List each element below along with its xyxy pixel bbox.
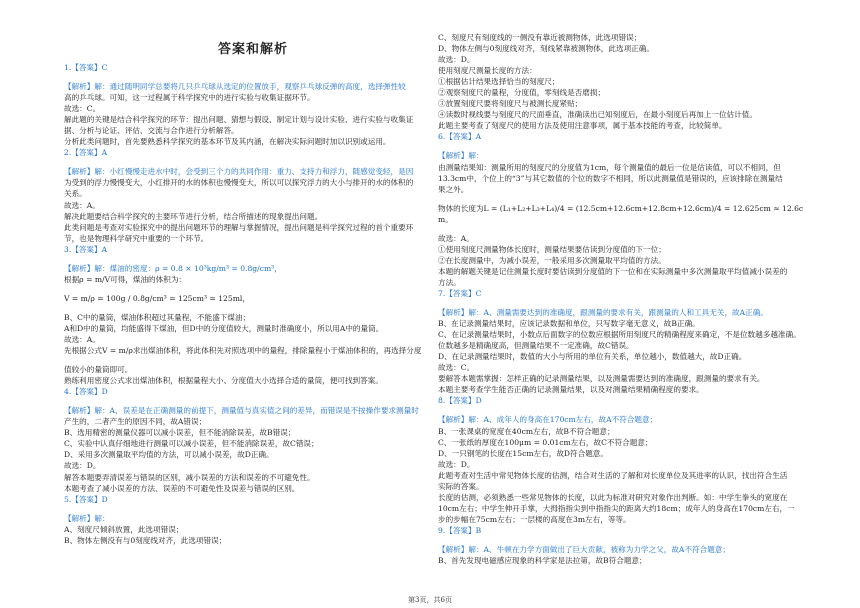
text-line: 此题主要考查了刻度尺的使用方法及使用注意事项，属于基本技能的考查，比较简单。: [438, 121, 727, 131]
text-line: 为受到的浮力慢慢变大，小红排开的水的体积也慢慢变大，所以可以探究浮力的大小与排开的水的体积的: [64, 178, 414, 188]
text-line: 使用刻度尺测量长度的方法：: [438, 66, 537, 76]
text-line: B、C中的量筒，煤油体积超过其量程，不能盛下煤油；: [64, 312, 251, 322]
text-line: ①根据估计结果选择恰当的刻度尺；: [438, 77, 560, 87]
answer-line: 3.【答案】A: [64, 244, 108, 254]
text-line: B、首先发现电磁感应现象的科学家是法拉第，故B符合题意；: [438, 556, 647, 566]
text-line: 此类问题是考查对实验探究中的提出问题环节的理解与掌握情况，提出问题是科学探究过程的首个重要环: [64, 222, 414, 232]
line-gap: [64, 397, 442, 405]
text-line: ②观察刻度尺的量程，分度值，零刻线是否磨损；: [438, 88, 606, 98]
text-line: 分析此类问题时，首先要熟悉科学探究的基本环节及其内涵，在解决实际问题时加以识别或运用。: [64, 137, 391, 147]
right-lines: [438, 32, 816, 566]
text-line: D、在记录测量结果时，数值的大小与所用的单位有关系，单位越小，数值越大，故D正确。: [438, 352, 747, 362]
line-gap: [438, 536, 816, 544]
text-line: A、刻度尺倾斜放置，此选项错误；: [64, 524, 184, 534]
answer-line: 【解析】解：煤油的密度：ρ = 0.8 × 10³kg/m³ = 0.8g/cm³，: [64, 263, 282, 273]
text-line: B、一张课桌的宽度在40cm左右，故B不符合题意；: [438, 426, 615, 436]
left-lines: [64, 62, 442, 546]
text-line: 解此题的关键是结合科学探究的环节：提出问题、猜想与假设、制定计划与设计实验、进行实验与收集证: [64, 115, 414, 125]
answer-line: 【解析】解：A、牛顿在力学方面做出了巨大贡献，被称为力学之父，故A不符合题意；: [438, 544, 730, 554]
line-gap: [64, 505, 442, 513]
text-line: 故选：A。: [64, 200, 100, 210]
text-line: C、实验中认真仔细地进行测量可以减小误差，但不能消除误差，故C错误；: [64, 439, 319, 449]
text-line: 先根据公式V = m/ρ求出煤油体积，将此体积先对照选项中的量程，排除量程小于煤油体积的，再选择分度: [64, 346, 422, 356]
answer-line: 【解析】解：A、误差是在正确测量的前提下，测量值与真实值之间的差异，而错误是不按操作要求测量时: [64, 406, 419, 416]
text-line: 要解答本题需掌握：怎样正确的记录测量结果，以及测量需要达到的准确度，跟测量的要求有关。: [438, 374, 765, 384]
left-column: [64, 42, 442, 546]
text-line: 物体的长度为L = (L₁+L₂+L₃+L₄)/4 = (12.5cm+12.6cm+12.8cm+12.6cm)/4 = 12.625cm ≈ 12.6cm。: [438, 203, 804, 224]
answer-line: 【解析】解：A、测量需要达到的准确度，跟测量的要求有关，跟测量的人和工具无关，故A正确。: [438, 308, 768, 318]
text-line: 故选：D。: [64, 461, 101, 471]
text-line: 实际的答案。: [438, 481, 484, 491]
text-line: V = m/ρ = 100g / 0.8g/cm³ = 125cm³ = 125ml，: [64, 293, 250, 303]
text-line: 长度的估测，必须熟悉一些常见物体的长度，以此为标准对研究对象作出判断。如：中学生拳头的宽度在: [438, 492, 788, 502]
answer-line: 1.【答案】C: [64, 63, 108, 72]
text-line: ①使用刻度尺测量物体长度时，测量结果要估读到分度值的下一位；: [438, 244, 666, 254]
answer-line: 【解析】解：: [438, 151, 484, 161]
text-line: 故选：A。: [438, 233, 474, 243]
text-line: 值较小的量筒即可。: [64, 365, 133, 375]
answer-line: 【解析】解：A、成年人的身高在170cm左右，故A不符合题意；: [438, 415, 658, 425]
answer-line: 【解析】解：: [64, 513, 110, 523]
text-line: 本题主要考查学生能否正确的记录测量结果，以及对测量结果精确程度的要求。: [438, 385, 704, 395]
text-line: 13.3cm中，个位上的“3”与其它数值的个位的数字不相同，所以此测量值是错误的，应该排除在测量结: [438, 173, 783, 183]
answer-line: 【解析】解：通过随明同学总要将几只乒乓球从选定的位置放手，观察乒乓球反弹的高度，选择弹性较: [64, 82, 406, 92]
text-line: D、采用多次测量取平均值的方法，可以减小误差，故D正确。: [64, 450, 274, 460]
text-line: 熟练利用密度公式求出煤油体积，根据量程大小、分度值大小选择合适的量筒，便可找到答案。: [64, 376, 383, 386]
line-gap: [438, 299, 816, 307]
text-line: 解决此题要结合科学探究的主要环节进行分析，结合所描述的现象提出问题。: [64, 211, 323, 221]
right-column: [438, 32, 816, 566]
text-line: 此题考查对生活中常见物体长度的估测，结合对生活的了解和对长度单位及其进率的认识，找出符合生活: [438, 470, 788, 480]
text-line: 位数越多是精确度高，但测量结果不一定准确，故C错误。: [438, 341, 634, 351]
text-line: B、物体左侧没有与0刻度线对齐，此选项错误；: [64, 535, 227, 545]
text-line: 步的步幅在75cm左右；一层楼的高度在3m左右，等等。: [438, 514, 631, 524]
line-gap: [438, 195, 816, 203]
text-line: C、在记录测量结果时，小数点后面数字的位数应根据所用刻度尺的精确程度来确定，不是位数越多越准确。: [438, 330, 801, 340]
answer-line: 2.【答案】A: [64, 148, 108, 158]
text-line: 本题考查了减小误差的方法、误差的不可避免性及误差与错误的区别。: [64, 483, 300, 493]
text-line: 根据ρ = m/V可得，煤油的体积为：: [64, 274, 187, 284]
text-line: 故选：C。: [438, 363, 475, 373]
line-gap: [64, 356, 442, 364]
text-line: ③放置刻度尺要将刻度尺与被测长度紧贴；: [438, 99, 583, 109]
text-line: 方法。: [438, 277, 461, 287]
line-gap: [64, 285, 442, 293]
answer-line: 7.【答案】C: [438, 288, 482, 298]
text-line: D、一只钢笔的长度在15cm左右，故D符合题意。: [438, 448, 608, 458]
line-gap: [438, 406, 816, 414]
line-gap: [64, 255, 442, 263]
line-gap: [438, 142, 816, 150]
text-line: 产生的，二者产生的原因不同，故A错误；: [64, 417, 207, 427]
line-gap: [64, 158, 442, 166]
text-line: ②在长度测量中，为减小误差，一般采用多次测量取平均值的方法。: [438, 255, 666, 265]
text-line: 故选：D。: [438, 459, 475, 469]
line-gap: [438, 225, 816, 233]
line-gap: [64, 304, 442, 312]
text-line: 故选：D。: [438, 55, 475, 65]
text-line: 关系。: [64, 189, 87, 199]
answer-line: 9.【答案】B: [438, 525, 482, 535]
answer-line: 【解析】解：小红慢慢走进水中时，会受到三个力的共同作用：重力、支持力和浮力，随感觉变轻，是因: [64, 167, 414, 177]
text-line: 由测量结果知：测量所用的刻度尺的分度值为1cm，每个测量值的最后一位是估读值，可以不相同，但: [438, 162, 781, 172]
text-line: 据、分析与论证、评估、交流与合作进行分析解答。: [64, 126, 239, 136]
answer-line: 6.【答案】A: [438, 132, 482, 142]
text-line: 故选：C。: [64, 104, 101, 114]
text-line: A和D中的量筒，均能盛得下煤油，但D中的分度值较大，测量时准确度小，所以用A中的量筒。: [64, 323, 384, 333]
text-line: C、刻度尺有刻度线的一侧没有靠近被测物体，此选项错误；: [438, 33, 642, 42]
text-line: C、一张纸的厚度在100μm = 0.01cm左右，故C不符合题意；: [438, 437, 653, 447]
line-gap: [64, 73, 442, 81]
text-line: 节，也是物理科学研究中重要的一个环节。: [64, 233, 209, 243]
answer-line: 4.【答案】D: [64, 387, 108, 397]
text-line: D、物体左侧与0刻度线对齐，刻线紧靠被测物体，此选项正确。: [438, 44, 654, 54]
text-line: 故选：A。: [64, 334, 100, 344]
page-footer: 第3页，共6页: [408, 596, 452, 604]
answer-line: 5.【答案】D: [64, 494, 108, 504]
text-line: 本题的解题关键是记住测量长度时要估读到分度值的下一位和在实际测量中多次测量取平均值减小误差的: [438, 266, 788, 276]
text-line: B、选用精密的测量仪器可以减小误差，但不能消除误差，故B错误；: [64, 428, 296, 438]
text-line: 高的乒乓球。可知，这一过程属于科学探究中的进行实验与收集证据环节。: [64, 93, 315, 103]
answer-line: 8.【答案】D: [438, 396, 482, 406]
text-line: ④读数时视线要与刻度尺的尺面垂直，准确读出已知刻度后，在最小刻度后再加上一位估计值。: [438, 110, 757, 120]
text-line: 解答本题要弄清误差与错误的区别，减小误差的方法和误差的不可避免性。: [64, 472, 315, 482]
text-line: B、在记录测量结果时，应该记录数据和单位，只写数字毫无意义，故B正确。: [438, 319, 700, 329]
text-line: 10cm左右；中学生伸开手掌，大拇指指尖到中指指尖的距离大约18cm；成年人的身高在170cm左右，一: [438, 503, 795, 513]
page-title: 答案和解析: [217, 42, 288, 57]
text-line: 果之外。: [438, 184, 469, 194]
